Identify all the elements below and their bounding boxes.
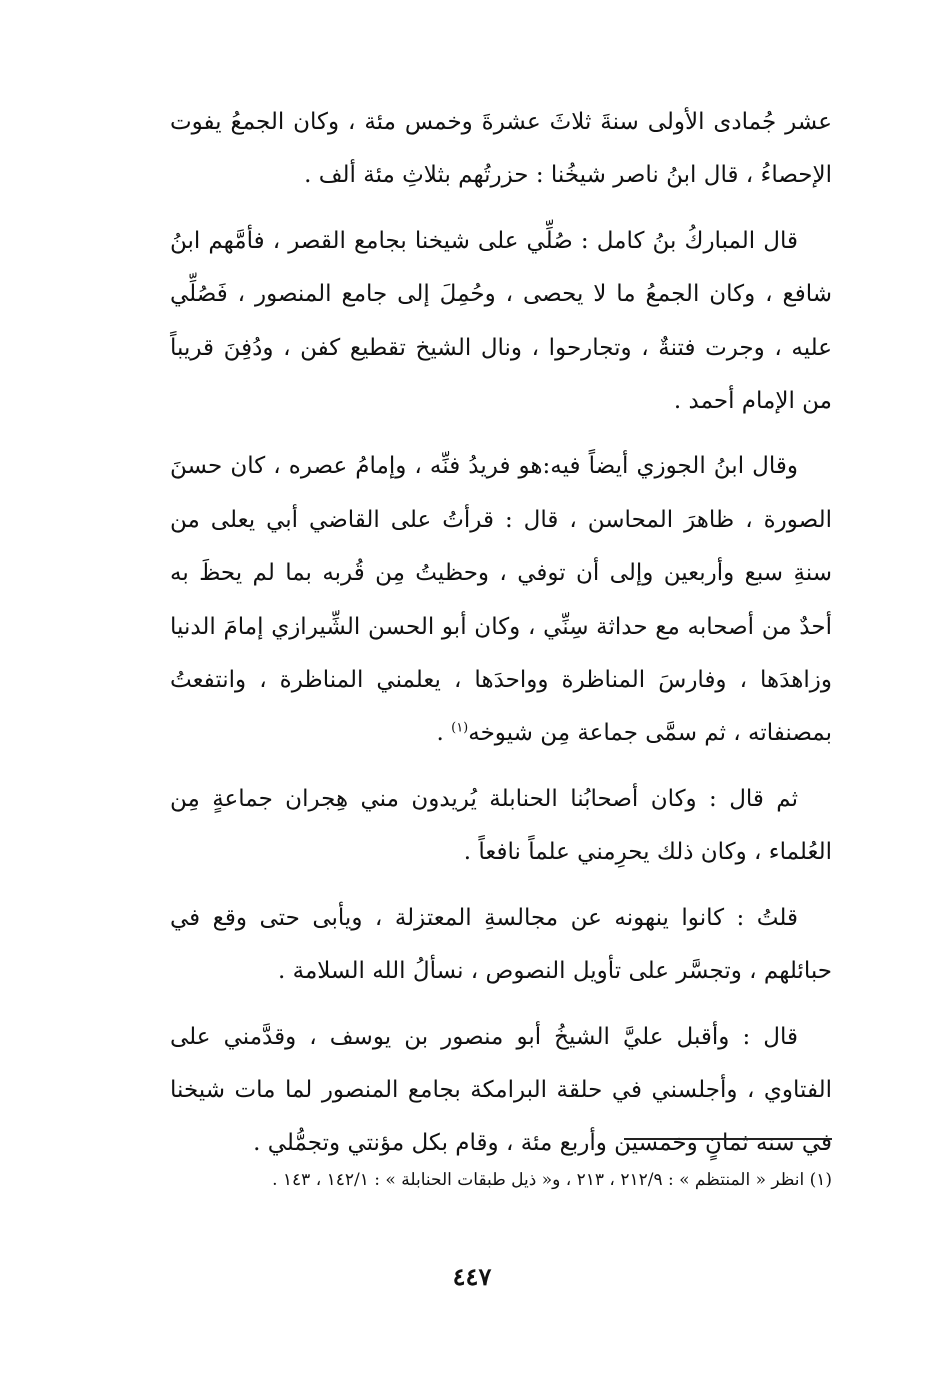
- paragraph-4: ثم قال : وكان أصحابُنا الحنابلة يُريدون مني هِجران جماعةٍ مِن العُلماء ، وكان ذلك يحرِمني علماً نافعاً .: [170, 785, 832, 866]
- main-text: [170, 96, 832, 1183]
- paragraph-3-text: وقال ابنُ الجوزي أيضاً فيه:هو فريدُ فنِّه ، وإمامُ عصره ، كان حسنَ الصورة ، ظاهرَ المحاسن ، قال : قرأتُ على القاضي أبي يعلى من سنةِ سبع وأربعين وإلى أن توفي ، وحظيتُ مِن قُربه بما لم يحظَ به أحدٌ من أصحابه مع حداثة سِنِّي ، وكان أبو الحسن الشِّيرازي إمامَ الدنيا وزاهدَها ، وفارسَ المناظرة وواحدَها ، يعلمني المناظرة ، وانتفعتُ بمصنفاته ، ثم سمَّى جماعة مِن شيوخه: [170, 453, 832, 747]
- paragraph-5: قلتُ : كانوا ينهونه عن مجالسةِ المعتزلة ، ويأبى حتى وقع في حبائلهم ، وتجسَّر على تأويل النصوص ، نسألُ الله السلامة .: [170, 904, 832, 985]
- paragraph-3-end: .: [436, 720, 452, 747]
- footnote-separator: [624, 1138, 832, 1140]
- paragraph-2: قال المباركُ بنُ كامل : صُلِّي على شيخنا بجامع القصر ، فأمَّهم ابنُ شافع ، وكان الجمعُ ما لا يحصى ، وحُمِلَ إلى جامع المنصور ، فَصُلِّي عليه ، وجرت فتنةٌ ، وتجارحوا ، ونال الشيخ تقطيع كفن ، ودُفِنَ قريباً من الإمام أحمد .: [170, 227, 832, 415]
- footnote: (١) انظر « المنتظم » : ٢١٢/٩ ، ٢١٣ ، و« ذيل طبقات الحنابلة » : ١٤٢/١ ، ١٤٣ .: [272, 1170, 832, 1190]
- page-number: ٤٤٧: [452, 1262, 492, 1291]
- footnote-reference[interactable]: (١): [451, 720, 469, 736]
- paragraph-6: قال : وأقبل عليَّ الشيخُ أبو منصور بن يوسف ، وقدَّمني على الفتاوي ، وأجلسني في حلقة البرامكة بجامع المنصور لما مات شيخنا في سنة ثمانٍ وخمسين وأربع مئة ، وقام بكل مؤنتي وتجمُّلي .: [170, 1023, 832, 1157]
- paragraph-3: [170, 440, 832, 760]
- paragraph-1: عشر جُمادى الأولى سنةَ ثلاثَ عشرةَ وخمس مئة ، وكان الجمعُ يفوت الإحصاءُ ، قال ابنُ ناصر شيخُنا : حزرتُهم بثلاثِ مئة ألف .: [170, 109, 832, 189]
